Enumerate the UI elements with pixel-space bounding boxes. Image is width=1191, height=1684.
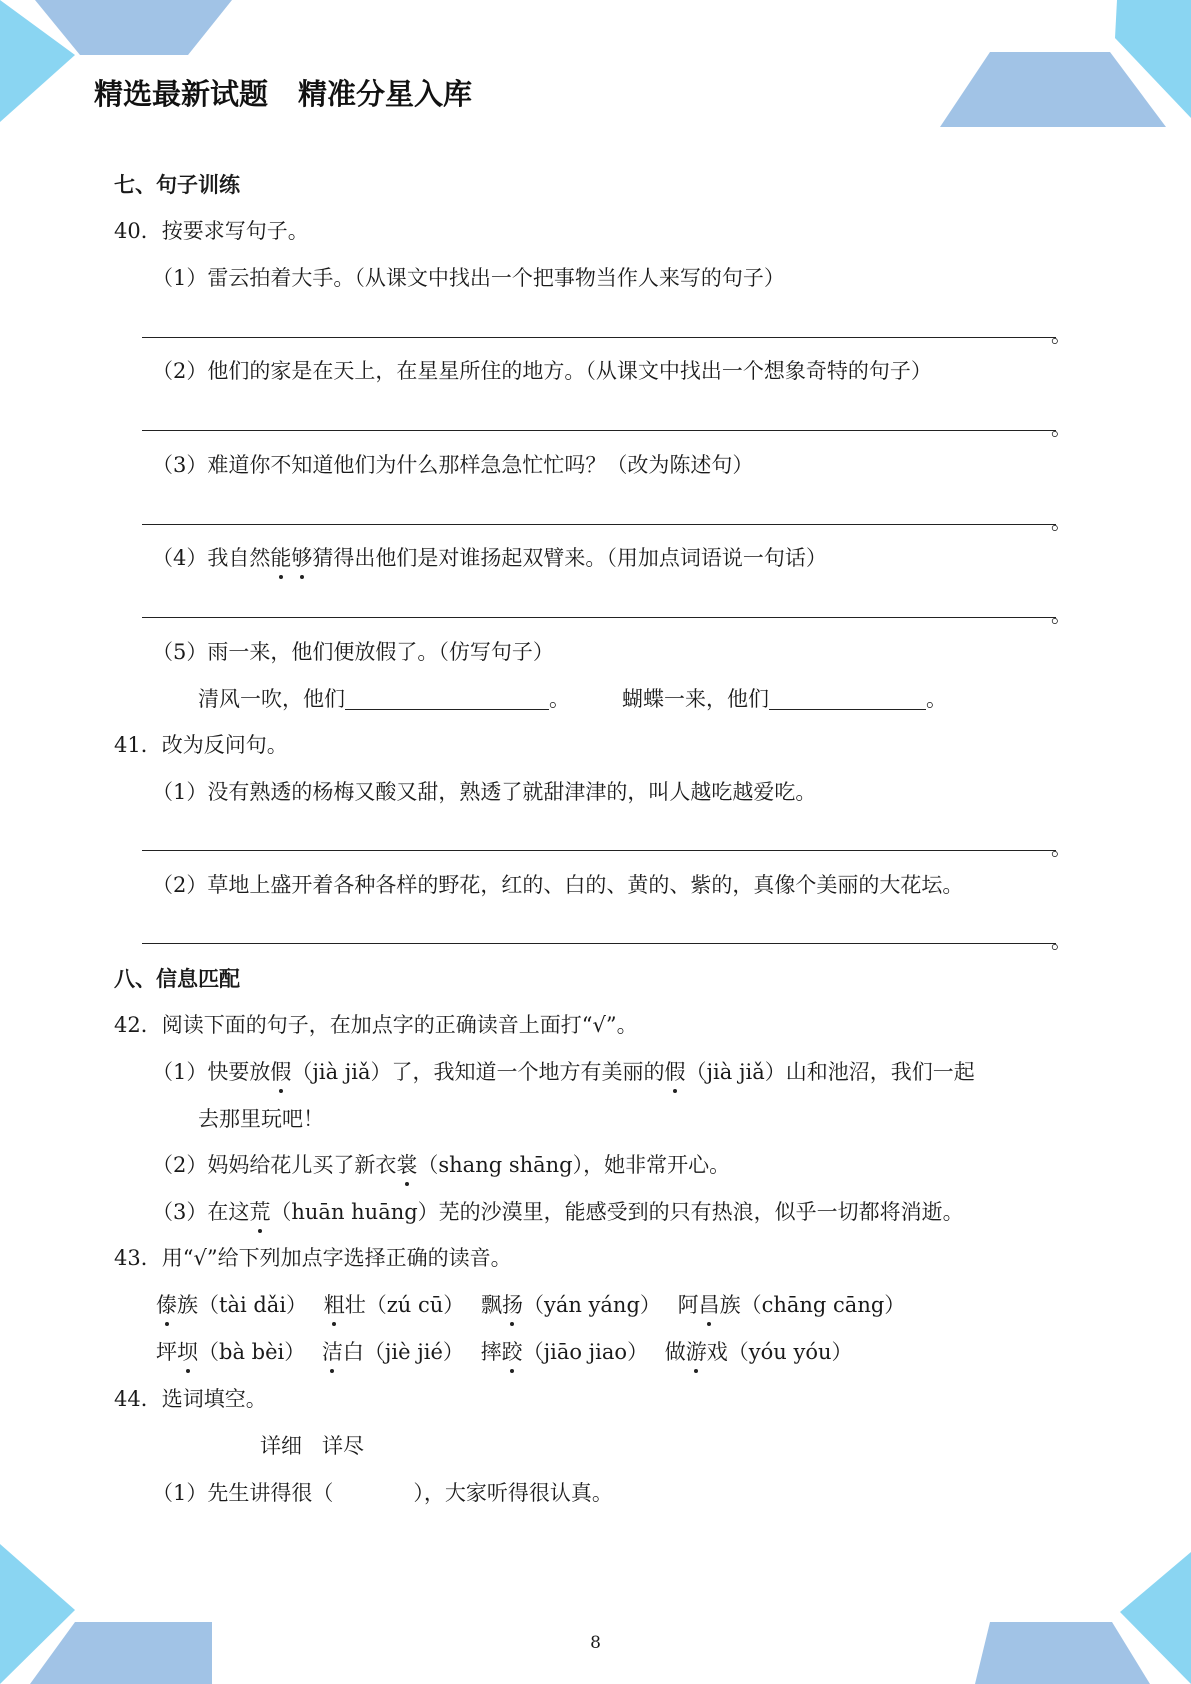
q43-item[interactable]: 坪坝（bà bèi） bbox=[156, 1340, 305, 1364]
q40-s1: （1）雷云拍着大手。（从课文中找出一个把事物当作人来写的句子） bbox=[152, 266, 785, 290]
q43-item[interactable]: 摔跤（jiāo jiao） bbox=[481, 1340, 648, 1364]
q44-options: 详细 详尽 bbox=[260, 1434, 365, 1458]
emphasis-char: 荒 bbox=[249, 1197, 270, 1227]
q40-s2: （2）他们的家是在天上，在星星所住的地方。（从课文中找出一个想象奇特的句子） bbox=[152, 359, 932, 383]
q42-s2: （2）妈妈给花儿买了新衣裳（shang shāng），她非常开心。 bbox=[152, 1150, 730, 1180]
q43-item[interactable]: 做游戏（yóu yóu） bbox=[665, 1340, 853, 1364]
q43-row2 bbox=[156, 1337, 853, 1367]
section-7-title: 七、句子训练 bbox=[114, 173, 240, 197]
q40-s5-fill: 清风一吹，他们 。 蝴蝶一来，他们 。 bbox=[198, 687, 947, 711]
emphasis-char: 能 bbox=[270, 543, 291, 573]
answer-line-q40-2[interactable]: 。 bbox=[142, 401, 1066, 431]
corner-decoration-top bbox=[0, 0, 1191, 140]
q43-row1 bbox=[156, 1290, 905, 1320]
q40-stem: 40．按要求写句子。 bbox=[114, 219, 309, 243]
page-header bbox=[94, 72, 472, 113]
header-right: 精准分星入库 bbox=[298, 77, 473, 111]
page-number: 8 bbox=[590, 1633, 601, 1653]
q40-s3: （3）难道你不知道他们为什么那样急急忙忙吗？（改为陈述句） bbox=[152, 453, 754, 477]
fill-blank-2[interactable] bbox=[769, 687, 926, 710]
q43-item[interactable]: 飘扬（yán yáng） bbox=[481, 1293, 661, 1317]
header-left: 精选最新试题 bbox=[94, 77, 269, 111]
q44-s1: （1）先生讲得很（ ），大家听得很认真。 bbox=[152, 1481, 613, 1505]
q42-s3: （3）在这荒（huān huāng）芜的沙漠里，能感受到的只有热浪，似乎一切都将消逝。 bbox=[152, 1197, 964, 1227]
fill-blank-1[interactable] bbox=[345, 687, 549, 710]
q41-stem: 41．改为反问句。 bbox=[114, 733, 288, 757]
emphasis-char: 假 bbox=[270, 1057, 291, 1087]
q43-item[interactable]: 洁白（jiè jié） bbox=[322, 1340, 464, 1364]
q44-stem: 44．选词填空。 bbox=[114, 1387, 267, 1411]
q43-stem: 43．用“√”给下列加点字选择正确的读音。 bbox=[114, 1246, 512, 1270]
q41-s2: （2）草地上盛开着各种各样的野花，红的、白的、黄的、紫的，真像个美丽的大花坛。 bbox=[152, 873, 964, 897]
q42-stem: 42．阅读下面的句子，在加点字的正确读音上面打“√”。 bbox=[114, 1013, 638, 1037]
emphasis-char: 裳 bbox=[396, 1150, 417, 1180]
q41-s1: （1）没有熟透的杨梅又酸又甜，熟透了就甜津津的，叫人越吃越爱吃。 bbox=[152, 780, 817, 804]
q42-s1-cont: 去那里玩吧！ bbox=[198, 1107, 324, 1131]
section-8-title: 八、信息匹配 bbox=[114, 967, 240, 991]
corner-decoration-bottom bbox=[0, 1544, 1191, 1684]
q42-s1: （1）快要放假（jià jiǎ）了，我知道一个地方有美丽的假（jià jiǎ）山和池沼，我们一起 bbox=[152, 1057, 975, 1087]
q40-s4: （4）我自然能够猜得出他们是对谁扬起双臂来。（用加点词语说一句话） bbox=[152, 543, 827, 573]
emphasis-char: 假 bbox=[665, 1057, 686, 1087]
answer-line-q40-4[interactable]: 。 bbox=[142, 588, 1066, 618]
answer-line-q41-2[interactable]: 。 bbox=[142, 914, 1066, 944]
answer-line-q40-3[interactable]: 。 bbox=[142, 495, 1066, 525]
q43-item[interactable]: 阿昌族（chāng cāng） bbox=[678, 1293, 906, 1317]
answer-line-q41-1[interactable]: 。 bbox=[142, 821, 1066, 851]
answer-line-q40-1[interactable]: 。 bbox=[142, 308, 1066, 338]
q40-s5: （5）雨一来，他们便放假了。（仿写句子） bbox=[152, 640, 554, 664]
emphasis-char: 够 bbox=[291, 543, 312, 573]
q43-item[interactable]: 粗壮（zú cū） bbox=[324, 1293, 465, 1317]
q43-item[interactable]: 傣族（tài dǎi） bbox=[156, 1293, 307, 1317]
